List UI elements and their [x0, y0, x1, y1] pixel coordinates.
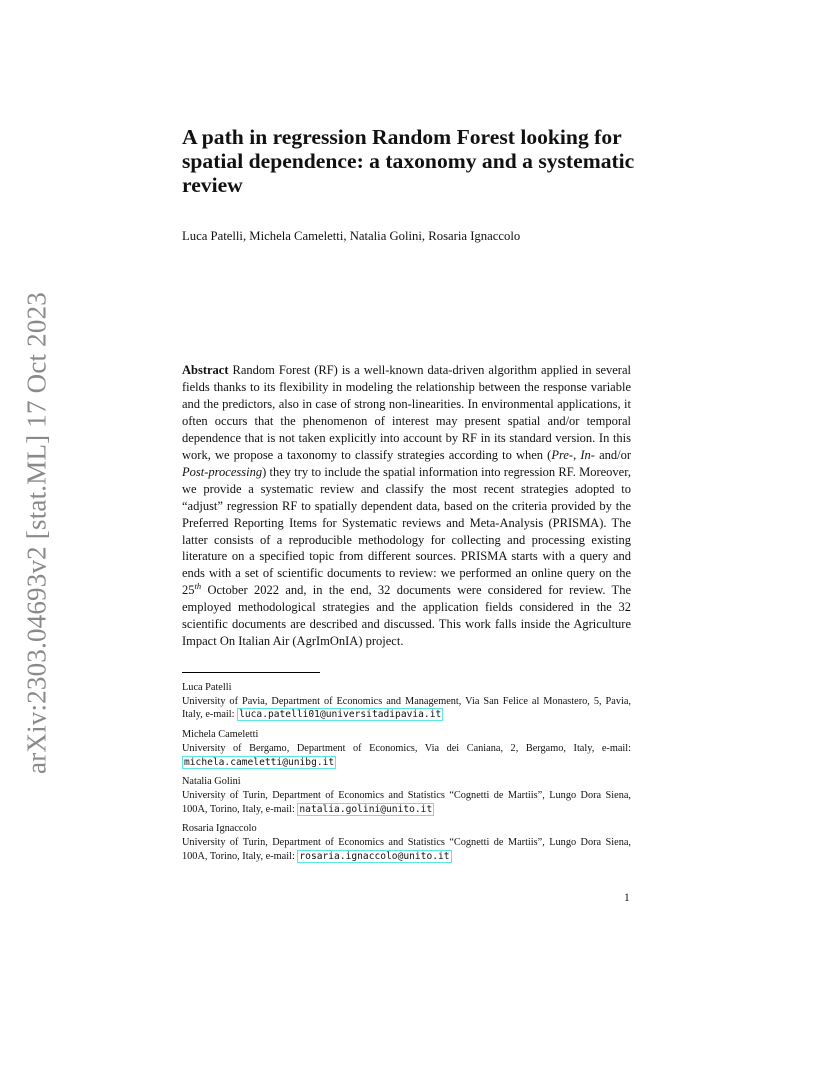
abstract	[182, 362, 631, 650]
page-number: 1	[624, 892, 630, 904]
paper-title: A path in regression Random Forest looking for spatial dependence: a taxonomy and a systematic review	[182, 125, 635, 197]
affiliation-golini	[182, 775, 631, 816]
affiliations	[182, 681, 631, 869]
affiliation-ignaccolo	[182, 822, 631, 863]
affiliation-name: Natalia Golini	[182, 776, 241, 788]
affiliation-address: University of Turin, Department of Economics and Statistics “Cognetti de Martiis”, Lungo Dora Siena, 100A, Torino, Italy, e-mail:	[182, 789, 631, 815]
affiliation-name: Rosaria Ignaccolo	[182, 823, 257, 835]
abstract-sep-2: and/or	[594, 447, 632, 462]
arxiv-identifier: arXiv:2303.04693v2 [stat.ML] 17 Oct 2023	[21, 292, 52, 774]
affiliation-patelli	[182, 681, 631, 722]
email-link-ignaccolo[interactable]: rosaria.ignaccolo@unito.it	[299, 850, 450, 862]
abstract-superscript: th	[194, 581, 202, 592]
abstract-term-pre: Pre-	[551, 447, 574, 462]
abstract-sep-1: ,	[573, 447, 581, 462]
arxiv-sidebar	[15, 283, 59, 783]
abstract-term-post: Post-processing	[182, 464, 263, 479]
email-link-patelli[interactable]: luca.patelli01@universitadipavia.it	[239, 709, 442, 721]
email-link-golini[interactable]: natalia.golini@unito.it	[299, 803, 433, 815]
email-link-cameletti[interactable]: michela.cameletti@unibg.it	[184, 756, 335, 768]
affiliation-name: Luca Patelli	[182, 682, 232, 693]
affiliation-address: University of Pavia, Department of Economics and Management, Via San Felice al Monastero, 5, Pavia, Italy, e-mail:	[182, 695, 631, 721]
affiliation-address: University of Turin, Department of Economics and Statistics “Cognetti de Martiis”, Lungo Dora Siena, 100A, Torino, Italy, e-mail:	[182, 837, 631, 862]
abstract-text-2: ) they try to include the spatial information into regression RF. Moreover, we provide a systematic review and classify the most recent strategies adopted to “adjust” regression RF to spatially dependent data, based on the criteria provided by the Preferred Reporting Items for Systematic reviews and Meta-Analysis (PRISMA). The latter consists of a reproducible methodology for collecting and processing existing literature on a specified topic from different sources. PRISMA starts with a query and ends with a set of scientific documents to review: we performed an online query on the 25	[182, 464, 631, 598]
affiliation-address: University of Bergamo, Department of Economics, Via dei Caniana, 2, Bergamo, Italy, e-mail:	[182, 742, 631, 754]
abstract-term-in: In-	[580, 447, 595, 462]
author-list: Luca Patelli, Michela Cameletti, Natalia Golini, Rosaria Ignaccolo	[182, 229, 521, 243]
abstract-label: Abstract	[182, 363, 229, 377]
footnote-rule	[182, 672, 320, 673]
affiliation-name: Michela Cameletti	[182, 729, 259, 741]
abstract-text-1: Random Forest (RF) is a well-known data-driven algorithm applied in several fields thanks to its flexibility in modeling the relationship between the response variable and the predictors, also in case of strong non-linearities. In environmental applications, it often occurs that the phenomenon of interest may present spatial and/or temporal dependence that is not taken explicitly into account by RF in its standard version. In this work, we propose a taxonomy to classify strategies according to when (	[182, 363, 631, 462]
affiliation-cameletti	[182, 728, 631, 769]
abstract-text-3: October 2022 and, in the end, 32 documents were considered for review. The employed methodological strategies and the application fields considered in the 32 scientific documents are described and discussed. This work falls inside the Agriculture Impact On Italian Air (AgrImOnIA) project.	[182, 583, 631, 649]
